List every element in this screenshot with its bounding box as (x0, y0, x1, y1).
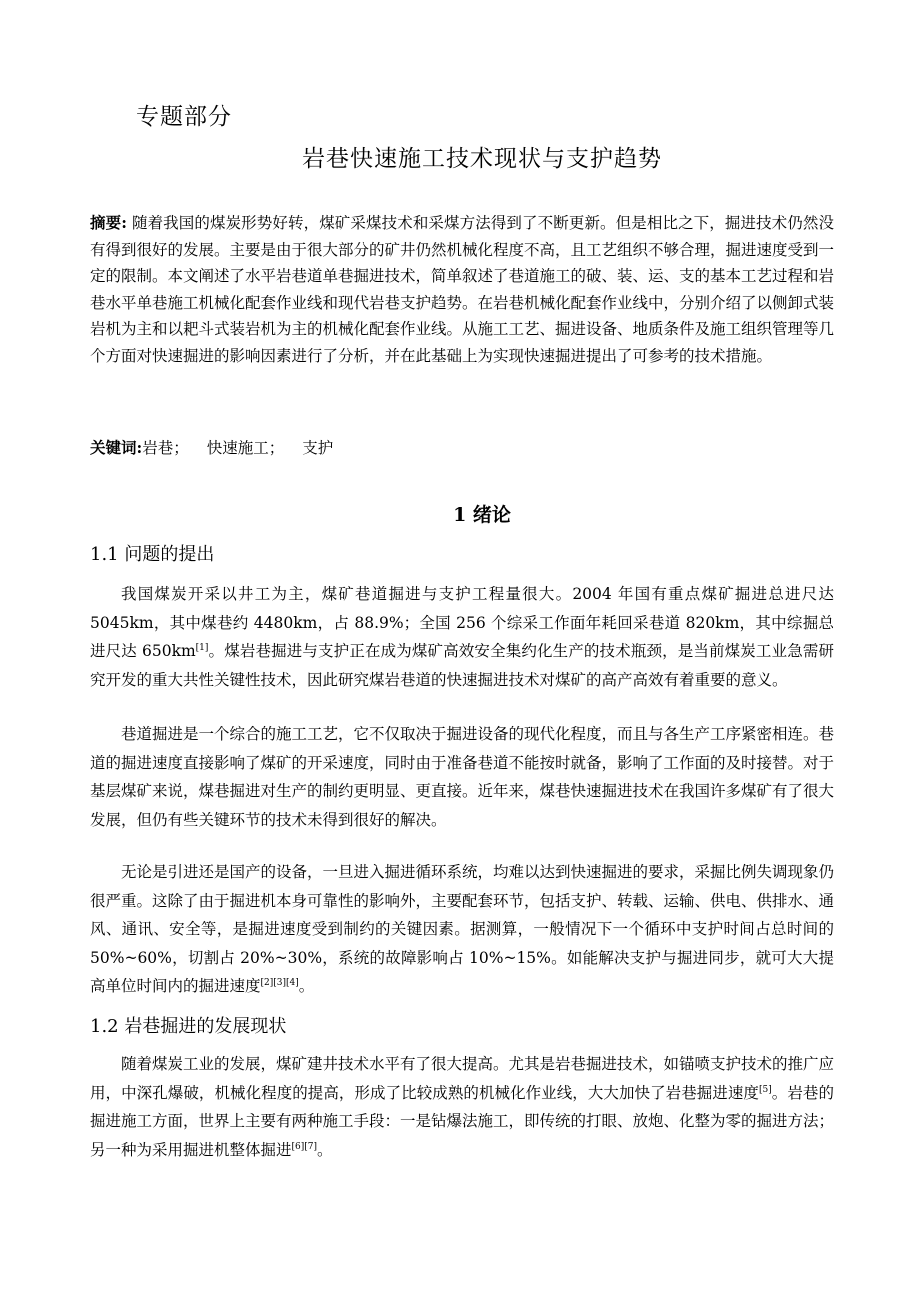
section-heading: 1.2 岩巷掘进的发展现状 (90, 1016, 287, 1037)
citation: [5] (759, 1084, 772, 1095)
paragraph-text: 。岩巷的掘进施工方面，世界上主要有两种施工手段：一是钻爆法施工，即传统的打眼、放炮、化整为零的掘进方法；另一种为采用掘进机整体掘进 (90, 1083, 835, 1159)
paragraph-text: 我国煤炭开采以井工为主，煤矿巷道掘进与支护工程量很大。2004 年国有重点煤矿掘进总进尺达 5045km，其中煤巷约 4480km，占 88.9%；全国 256 个综采工作面年耗回采巷道 820km，其中综掘总进尺达 650km (90, 585, 834, 660)
citation: [2][3][4] (260, 977, 299, 988)
chapter-heading-text: 1 绪论 (453, 504, 511, 526)
paragraph-text: 。 (298, 977, 315, 995)
abstract-label: 摘要: (90, 213, 127, 232)
keyword-item: 支护 (302, 439, 334, 457)
paragraph (90, 1050, 834, 1164)
paragraph-text: 无论是引进还是国产的设备，一旦进入掘进循环系统，均难以达到快速掘进的要求，采掘比例失调现象仍很严重。这除了由于掘进机本身可靠性的影响外，主要配套环节，包括支护、转载、运输、供电、供排水、通风、通讯、安全等，是掘进速度受到制约的关键因素。据测算，一般情况下一个循环中支护时间占总时间的 50%~60%，切割占 20%~30%，系统的故障影响占 10%~15%。如能解决支护与掘进同步，就可大大提高单位时间内的掘进速度 (90, 863, 835, 995)
paragraph (90, 580, 834, 694)
paragraph (90, 858, 834, 1001)
citation: [1] (195, 642, 209, 653)
section-label: 专题部分 (136, 104, 232, 130)
chapter-heading (0, 500, 920, 527)
abstract (90, 210, 834, 369)
abstract-text: 随着我国的煤炭形势好转，煤矿采煤技术和采煤方法得到了不断更新。但是相比之下，掘进技术仍然没有得到很好的发展。主要是由于很大部分的矿井仍然机械化程度不高，且工艺组织不够合理，掘进速度受到一定的限制。本文阐述了水平岩巷道单巷掘进技术，简单叙述了巷道施工的破、装、运、支的基本工艺过程和岩巷水平单巷施工机械化配套作业线和现代岩巷支护趋势。在岩巷机械化配套作业线中，分别介绍了以侧卸式装岩机为主和以耙斗式装岩机为主的机械化配套作业线。从施工工艺、掘进设备、地质条件及施工组织管理等几个方面对快速掘进的影响因素进行了分析，并在此基础上为实现快速掘进提出了可参考的技术措施。 (90, 214, 835, 365)
keyword-item: 岩巷； (142, 439, 189, 457)
paragraph-text: 。 (317, 1140, 333, 1159)
paragraph-text: 。煤岩巷掘进与支护正在成为煤矿高效安全集约化生产的技术瓶颈，是当前煤炭工业急需研究开发的重大共性关键性技术，因此研究煤岩巷道的快速掘进技术对煤矿的高产高效有着重要的意义。 (90, 642, 834, 689)
paragraph-text: 随着煤炭工业的发展，煤矿建井技术水平有了很大提高。尤其是岩巷掘进技术，如锚喷支护技术的推广应用，中深孔爆破，机械化程度的提高，形成了比较成熟的机械化作业线，大大加快了岩巷掘进速度 (90, 1055, 835, 1102)
keyword-item: 快速施工； (206, 439, 285, 457)
paragraph: 巷道掘进是一个综合的施工工艺，它不仅取决于掘进设备的现代化程度，而且与各生产工序紧密相连。巷道的掘进速度直接影响了煤矿的开采速度，同时由于准备巷道不能按时就备，影响了工作面的及时接替。对于基层煤矿来说，煤巷掘进对生产的制约更明显、更直接。近年来，煤巷快速掘进技术在我国许多煤矿有了很大发展，但仍有些关键环节的技术未得到很好的解决。 (90, 725, 835, 829)
citation: [6][7] (291, 1141, 318, 1152)
keywords (90, 435, 834, 461)
document-title-text: 岩巷快速施工技术现状与支护趋势 (302, 146, 662, 172)
section-heading: 1.1 问题的提出 (90, 544, 215, 565)
document-title (0, 140, 920, 173)
keywords-label: 关键词: (90, 438, 143, 457)
